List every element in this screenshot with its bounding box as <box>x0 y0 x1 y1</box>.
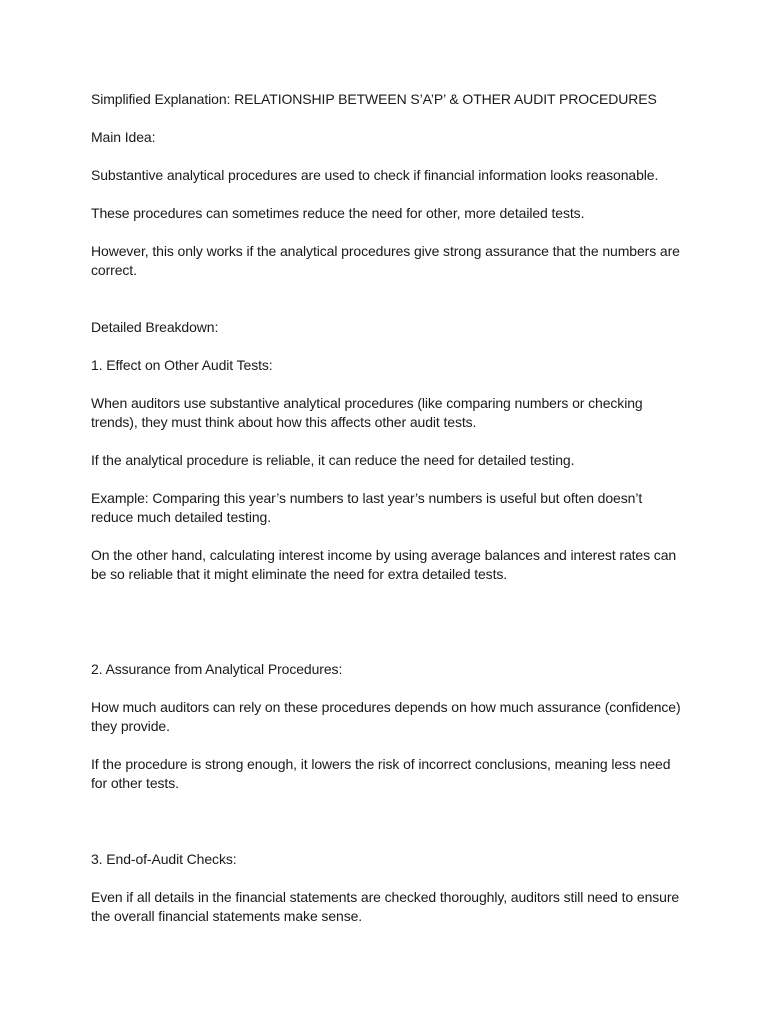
section-1-paragraph: On the other hand, calculating interest income by using average balances and interest rates can be so reliable that it might eliminate the need for extra detailed tests. <box>91 547 677 582</box>
document-page <box>91 90 686 926</box>
section-3-heading: 3. End-of-Audit Checks: <box>91 851 237 867</box>
main-idea-heading: Main Idea: <box>91 129 156 145</box>
section-2-heading: 2. Assurance from Analytical Procedures: <box>91 661 343 677</box>
main-idea-paragraph: These procedures can sometimes reduce the need for other, more detailed tests. <box>91 205 585 221</box>
section-3-paragraph: Even if all details in the financial statements are checked thoroughly, auditors still need to ensure the overall financial statements make sense. <box>91 889 680 924</box>
section-1-heading: 1. Effect on Other Audit Tests: <box>91 357 273 373</box>
section-2-paragraph: How much auditors can rely on these procedures depends on how much assurance (confidence) they provide. <box>91 699 681 734</box>
section-1-paragraph: If the analytical procedure is reliable, it can reduce the need for detailed testing. <box>91 452 575 468</box>
section-1-paragraph: When auditors use substantive analytical procedures (like comparing numbers or checking trends), they must think about how this affects other audit tests. <box>91 395 643 430</box>
section-2-paragraph: If the procedure is strong enough, it lowers the risk of incorrect conclusions, meaning less need for other tests. <box>91 756 671 791</box>
main-idea-paragraph: Substantive analytical procedures are used to check if financial information looks reasonable. <box>91 167 659 183</box>
breakdown-heading: Detailed Breakdown: <box>91 319 219 335</box>
document-title: Simplified Explanation: RELATIONSHIP BETWEEN S’A’P’ & OTHER AUDIT PROCEDURES <box>91 91 657 107</box>
section-1-paragraph: Example: Comparing this year’s numbers to last year’s numbers is useful but often doesn’t reduce much detailed testing. <box>91 490 643 525</box>
main-idea-paragraph: However, this only works if the analytical procedures give strong assurance that the numbers are correct. <box>91 243 680 278</box>
